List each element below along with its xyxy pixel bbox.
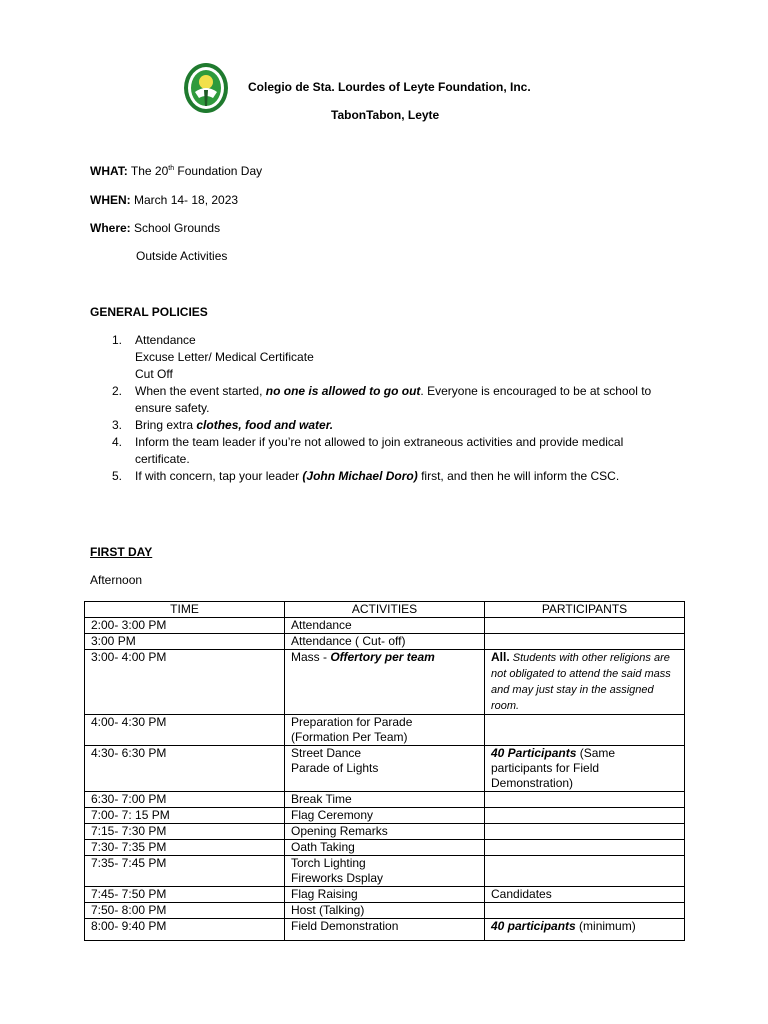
- time-cell: 4:30- 6:30 PM: [85, 746, 285, 792]
- policy-item: 4. Inform the team leader if you’re not allowed to join extraneous activities and provide medical certificate.: [112, 435, 624, 466]
- participants-cell: [485, 903, 685, 919]
- time-cell: 3:00 PM: [85, 634, 285, 650]
- table-header-row: [85, 602, 685, 618]
- participants-cell: [485, 634, 685, 650]
- header-activities: ACTIVITIES: [285, 602, 485, 618]
- table-row: [85, 919, 685, 941]
- policy-item: 1. Attendance Excuse Letter/ Medical Certificate Cut Off: [112, 333, 314, 381]
- policy-item: 2. When the event started, no one is allowed to go out. Everyone is encouraged to be at school to ensure safety.: [112, 384, 652, 415]
- policies-list: [112, 332, 672, 485]
- activity-cell: Flag Raising: [285, 887, 485, 903]
- policy-item: 5. If with concern, tap your leader (John Michael Doro) first, and then he will inform the CSC.: [112, 469, 620, 483]
- school-seal-icon: [183, 62, 229, 114]
- table-row: [85, 887, 685, 903]
- table-row: [85, 903, 685, 919]
- activity-cell: Attendance: [285, 618, 485, 634]
- table-row: [85, 856, 685, 887]
- organization-location: TabonTabon, Leyte: [331, 108, 440, 122]
- activity-cell: Torch Lighting Fireworks Dsplay: [285, 856, 485, 887]
- policy-item: 3. Bring extra clothes, food and water.: [112, 418, 334, 432]
- activity-cell: Field Demonstration: [285, 919, 485, 941]
- time-cell: 7:15- 7:30 PM: [85, 824, 285, 840]
- activity-cell: Host (Talking): [285, 903, 485, 919]
- table-row: [85, 634, 685, 650]
- participants-cell: [485, 792, 685, 808]
- activity-cell: Oath Taking: [285, 840, 485, 856]
- when-label: WHEN:: [90, 193, 131, 207]
- what-label: WHAT:: [90, 164, 128, 178]
- participants-cell: [485, 808, 685, 824]
- activity-cell: Flag Ceremony: [285, 808, 485, 824]
- activity-cell: Mass - Offertory per team: [285, 650, 485, 715]
- table-row: [85, 618, 685, 634]
- table-row: [85, 824, 685, 840]
- participants-cell: 40 Participants (Same participants for Field Demonstration): [485, 746, 685, 792]
- organization-name: Colegio de Sta. Lourdes of Leyte Foundation, Inc.: [248, 80, 531, 94]
- where-value: School Grounds: [134, 221, 221, 235]
- what-value: The 20th Foundation Day: [130, 164, 263, 178]
- event-what: [90, 164, 262, 178]
- time-cell: 7:30- 7:35 PM: [85, 840, 285, 856]
- time-cell: 4:00- 4:30 PM: [85, 715, 285, 746]
- activity-cell: Break Time: [285, 792, 485, 808]
- participants-cell: [485, 824, 685, 840]
- activity-cell: Preparation for Parade (Formation Per Team): [285, 715, 485, 746]
- participants-cell: [485, 840, 685, 856]
- time-cell: 7:00- 7: 15 PM: [85, 808, 285, 824]
- activity-cell: Attendance ( Cut- off): [285, 634, 485, 650]
- session-label: Afternoon: [90, 573, 143, 587]
- header-participants: PARTICIPANTS: [485, 602, 685, 618]
- time-cell: 6:30- 7:00 PM: [85, 792, 285, 808]
- policies-heading: GENERAL POLICIES: [90, 305, 208, 319]
- time-cell: 7:35- 7:45 PM: [85, 856, 285, 887]
- where-extra: Outside Activities: [136, 249, 228, 263]
- event-when: [90, 193, 238, 207]
- time-cell: 2:00- 3:00 PM: [85, 618, 285, 634]
- table-row: [85, 650, 685, 715]
- participants-cell: [485, 618, 685, 634]
- day-heading: FIRST DAY: [90, 545, 153, 559]
- event-where: [90, 221, 220, 235]
- when-value: March 14- 18, 2023: [134, 193, 239, 207]
- time-cell: 8:00- 9:40 PM: [85, 919, 285, 941]
- time-cell: 7:50- 8:00 PM: [85, 903, 285, 919]
- time-cell: 3:00- 4:00 PM: [85, 650, 285, 715]
- participants-cell: [485, 856, 685, 887]
- table-row: [85, 808, 685, 824]
- where-label: Where:: [90, 221, 131, 235]
- participants-cell: 40 participants (minimum): [485, 919, 685, 941]
- participants-cell: Candidates: [485, 887, 685, 903]
- table-row: [85, 840, 685, 856]
- activity-cell: Street Dance Parade of Lights: [285, 746, 485, 792]
- participants-cell: [485, 715, 685, 746]
- activity-cell: Opening Remarks: [285, 824, 485, 840]
- table-row: [85, 746, 685, 792]
- header-time: TIME: [85, 602, 285, 618]
- schedule-table: [84, 601, 685, 941]
- time-cell: 7:45- 7:50 PM: [85, 887, 285, 903]
- table-row: [85, 792, 685, 808]
- table-row: [85, 715, 685, 746]
- participants-cell: All. Students with other religions are not obligated to attend the said mass and may just stay in the assigned room.: [485, 650, 685, 715]
